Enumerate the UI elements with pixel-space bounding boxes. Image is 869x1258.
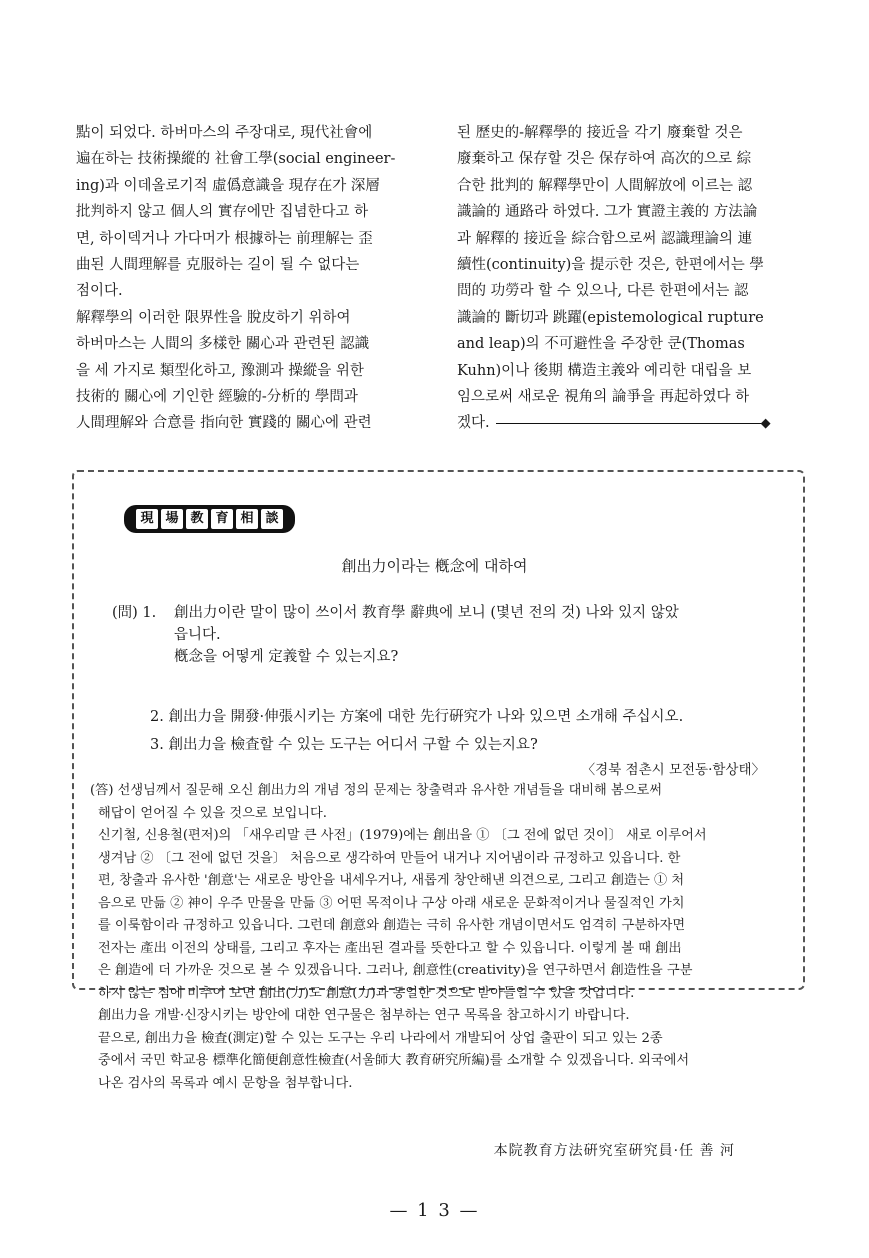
answer-line: 생겨남 ② 〔그 전에 없던 것을〕 처음으로 생각하여 만들어 내거나 지어냄이라 규정하고 있읍니다. 한 xyxy=(98,850,681,866)
text-line-end: 겠다. xyxy=(457,415,490,432)
text-line: 批判하지 않고 個人의 實存에만 집념한다고 하 xyxy=(76,204,369,221)
question-line: 創出力이란 말이 많이 쓰이서 教育學 辭典에 보니 (몇년 전의 것) 나와 있지 않았 xyxy=(174,605,679,621)
text-line: 識論的 通路라 하였다. 그가 實證主義的 方法論 xyxy=(457,204,758,221)
question-3: 3. 創出力을 檢査할 수 있는 도구는 어디서 구할 수 있는지요? xyxy=(150,737,538,753)
text-line: 을 세 가지로 類型化하고, 豫測과 操縱을 위한 xyxy=(76,362,364,379)
question-line: 槪念을 어떻게 定義할 수 있는지요? xyxy=(174,649,399,665)
banner-char: 現 xyxy=(136,509,158,529)
answer-line: 음으로 만듦 ② 神이 우주 만물을 만듦 ③ 어떤 목적이나 구상 아래 새로운 문화적이거나 물질적인 가치 xyxy=(98,895,685,911)
text-line: ing)과 이데올로기적 虛僞意識을 現存在가 深層 xyxy=(76,177,380,194)
text-line: 解釋學의 이러한 限界性을 脫皮하기 위하여 xyxy=(76,309,351,326)
question-1 xyxy=(112,602,679,668)
answer-line: 끝으로, 創出力을 檢査(測定)할 수 있는 도구는 우리 나라에서 개발되어 상업 출판이 되고 있는 2종 xyxy=(98,1030,663,1046)
left-column xyxy=(76,120,436,437)
right-column xyxy=(457,120,817,438)
banner-char: 談 xyxy=(261,509,283,529)
answer-line: 편, 창출과 유사한 '創意'는 새로운 방안을 내세우거나, 새롭게 창안해낸 의견으로, 그리고 創造는 ① 처 xyxy=(98,873,685,888)
answer-line: (答) 선생님께서 질문해 오신 創出力의 개념 정의 문제는 창출력과 유사한 개념들을 대비해 봄으로써 xyxy=(90,783,662,798)
answer-line: 하지 않는 점에 비추어 보면 創出(力)도 創意(力)과 동일한 것으로 받아들일 수 있을 것입니다. xyxy=(98,985,635,1001)
text-line: 點이 되었다. 하버마스의 주장대로, 現代社會에 xyxy=(76,125,373,141)
text-line: 曲된 人間理解를 克服하는 길이 될 수 없다는 xyxy=(76,257,360,274)
page-number: — 1 3 — xyxy=(389,1200,480,1221)
text-line: 技術的 關心에 기인한 經驗的-分析的 學問과 xyxy=(76,389,358,406)
answer-line: 創出力을 개발·신장시키는 방안에 대한 연구물은 첨부하는 연구 목록을 참고하시기 바랍니다. xyxy=(98,1008,630,1023)
question-line: 읍니다. xyxy=(174,627,221,643)
banner-char: 育 xyxy=(211,509,233,529)
answer-line: 은 創造에 더 가까운 것으로 볼 수 있겠읍니다. 그러나, 創意性(creativity)을 연구하면서 創造性을 구분 xyxy=(98,963,693,978)
banner-char: 相 xyxy=(236,509,258,529)
text-line: 廢棄하고 保存할 것은 保存하여 高次的으로 綜 xyxy=(457,151,752,168)
answer-line: 를 이룩함이라 규정하고 있읍니다. 그런데 創意와 創造는 극히 유사한 개념이면서도 엄격히 구분하자면 xyxy=(98,918,686,933)
text-line: Kuhn)이나 後期 構造主義와 예리한 대립을 보 xyxy=(457,362,752,379)
qa-title: 創出力이라는 槪念에 대하여 xyxy=(341,557,528,575)
text-line: 續性(continuity)을 提示한 것은, 한편에서는 學 xyxy=(457,257,764,274)
text-line: 점이다. xyxy=(76,283,123,300)
asker-credit: 〈경북 점촌시 모전동·함상태〉 xyxy=(581,762,765,778)
author-signature: 本院教育方法硏究室硏究員·任 善 河 xyxy=(493,1143,735,1159)
text-line: 면, 하이덱거나 가다머가 根據하는 前理解는 歪 xyxy=(76,230,373,247)
answer-block xyxy=(90,780,790,1095)
answer-line: 나온 검사의 목록과 예시 문항을 첨부합니다. xyxy=(98,1075,353,1091)
question-number: (問) 1. xyxy=(112,605,157,621)
text-line: 遍在하는 技術操縱的 社會工學(social engineer- xyxy=(76,151,396,168)
text-line: 識論的 斷切과 跳躍(epistemological rupture xyxy=(457,309,764,326)
text-line: 과 解釋的 接近을 綜合함으로써 認識理論의 連 xyxy=(457,230,753,247)
question-2: 2. 創出力을 開發·伸張시키는 方案에 대한 先行硏究가 나와 있으면 소개해 주십시오. xyxy=(150,709,684,725)
banner-char: 場 xyxy=(161,509,183,529)
text-line: 問的 功勞라 할 수 있으나, 다른 한편에서는 認 xyxy=(457,283,749,300)
text-line: 人間理解와 合意를 指向한 實踐的 關心에 관련 xyxy=(76,415,372,432)
text-line: 된 歷史的-解釋學的 接近을 각기 廢棄할 것은 xyxy=(457,125,743,141)
answer-line: 전자는 產出 이전의 상태를, 그리고 후자는 產出된 결과를 뜻한다고 할 수 있읍니다. 이렇게 볼 때 創出 xyxy=(98,940,682,956)
banner-char: 教 xyxy=(186,509,208,529)
last-text-line xyxy=(457,410,817,437)
text-line: and leap)의 不可避性을 주장한 쿤(Thomas xyxy=(457,336,745,353)
answer-line: 신기철, 신용철(편저)의 「새우리말 큰 사전」(1979)에는 創出을 ① 〔그 전에 없던 것이〕 새로 이루어서 xyxy=(98,828,707,843)
text-line: 合한 批判的 解釋學만이 人間解放에 이르는 認 xyxy=(457,177,753,194)
section-banner xyxy=(124,505,295,533)
text-line: 하버마스는 人間의 多樣한 關心과 관련된 認識 xyxy=(76,336,370,353)
text-line: 임으로써 새로운 視角의 論爭을 再起하였다 하 xyxy=(457,389,750,406)
diamond-end-icon: ◆ xyxy=(760,416,771,432)
answer-line: 중에서 국민 학교용 標準化簡便創意性檢査(서울師大 教育硏究所編)를 소개할 수 있겠읍니다. 외국에서 xyxy=(98,1053,690,1068)
answer-line: 해답이 얻어질 수 있을 것으로 보입니다. xyxy=(98,805,327,821)
end-rule xyxy=(496,423,761,424)
